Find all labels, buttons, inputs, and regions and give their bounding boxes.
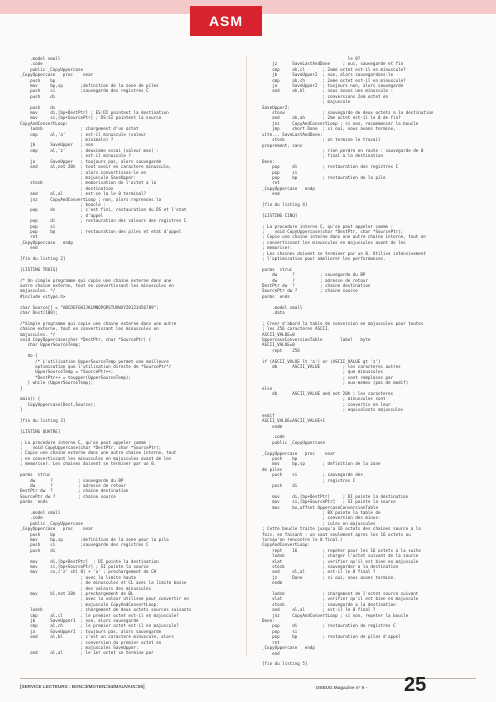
code-line: mov si,[bp+SourcePtr] ; SI pointe la source bbox=[20, 563, 149, 569]
code-line: stosw ; sauvegarde de deux octets a la destination bbox=[262, 110, 434, 116]
code-line: ret bbox=[262, 180, 280, 186]
code-line: vite... SaveLastAndDone: bbox=[262, 131, 323, 137]
code-line: CopyAndConvertLoop: bbox=[20, 120, 68, 126]
code-line: DestPtr dw ? ; chaine destination bbox=[20, 488, 129, 494]
page-number: 25 bbox=[404, 674, 427, 696]
code-line: proprement, sans bbox=[262, 142, 303, 148]
code-line: } while (UpperSourceTemp); bbox=[20, 380, 94, 386]
code-line: jb SaveUpper ; non bbox=[20, 142, 94, 148]
code-line: ; majuscule bbox=[262, 99, 351, 105]
code-line: pop si bbox=[262, 628, 298, 634]
code-line: ; conversion du premier octet en bbox=[20, 639, 162, 645]
code-line: /*Simple programme qui copie une chaine externe dans une autre bbox=[20, 320, 177, 326]
code-line: ; void CopyUppercase(char *DestPtr, char *SourcePtr); bbox=[262, 228, 404, 234]
code-line: cmp al,'z' ; deuxieme essai (valeur max) : bbox=[20, 147, 159, 153]
code-line: jb SaveUpper2 ; non, alors sauvegardons-le bbox=[262, 72, 394, 78]
code-line: autre chaine externe, tout en convertissant les minuscules en bbox=[20, 283, 174, 288]
code-line: ; alors convertissez-le en bbox=[20, 169, 147, 175]
code-line: and al,al ; est-il le 0 final ? bbox=[262, 569, 376, 575]
code-line: ; Cette boucle traite jusqu'a 16 octets des chaines source a la bbox=[262, 526, 421, 532]
code-line: cmp al,'a' ; est-il minuscule (valeur bbox=[20, 131, 147, 137]
code-line: pop bp ; restauration des piles et etat d'appel bbox=[20, 228, 182, 234]
code-line: [fin du listing 2] bbox=[20, 256, 66, 261]
code-line: pop bp ; restauration de piles d'appel bbox=[262, 634, 401, 640]
code-line: public _CopyUppercase bbox=[20, 520, 84, 526]
code-line: [fin du listing 5] bbox=[262, 661, 308, 667]
code-line: mov bp,sp ; definition de la zone bbox=[262, 461, 381, 467]
code-line: ; Creer d'abord la table de conversion en majuscules pour toutes bbox=[262, 320, 424, 326]
code-line: ; Copie une chaine externe dans une autre chaine interne, tout bbox=[20, 450, 177, 456]
code-line: lodsb ; charger l'octet suivant de la source bbox=[262, 553, 419, 559]
code-line: ; rien perdre en route : sauvegarde de 0 bbox=[262, 147, 424, 153]
code-line: cmp ah,cl ; 2eme octet est-il en minuscule? bbox=[262, 66, 406, 72]
code-line: cmp al,cl ; le premier octet est-il en majuscule? bbox=[20, 612, 179, 618]
code-line: mov bp,sp ;definition de la zone de piles bbox=[20, 83, 159, 89]
code-line: UpperSourceTemp = *SourcePtr++; bbox=[20, 369, 114, 375]
code-line: and al,not 20h ; tout avoir en caractere minuscule, bbox=[20, 164, 172, 170]
code-line: db ASCII_VALUE ; les caracteres autres bbox=[262, 364, 401, 370]
code-line: mov di,[bp+DestPtr] ; DI pointe la destination bbox=[262, 493, 409, 499]
code-line: ; destination bbox=[20, 185, 114, 191]
code-line: chaine externe, tout en convertissant les minuscules en bbox=[20, 326, 159, 332]
code-line: .model small bbox=[262, 304, 303, 310]
code-line: mov si,[bp+SourcePtr] ; DS:SI pointent la source bbox=[20, 115, 162, 121]
code-line: jz SaveLastAndDone ; oui, sauvegarde et fin bbox=[262, 61, 404, 67]
code-line: SourcePtr dw ? ; chaine source bbox=[20, 493, 116, 499]
code-line: [fin du listing 3] bbox=[20, 418, 66, 424]
code-line: _CopyUppercase endp bbox=[262, 645, 315, 651]
code-line: main() { bbox=[20, 396, 41, 402]
code-line: ASCII_VALUE=0 bbox=[262, 342, 295, 348]
code-line: ; BX pointe la table de bbox=[262, 509, 381, 515]
code-line: ; equivalents majuscules bbox=[262, 407, 404, 413]
code-line: ; boucle : bbox=[20, 201, 106, 207]
code-line: do { bbox=[20, 353, 38, 359]
code-line: pop di ; restauration des registres C bbox=[262, 164, 399, 170]
code-line: push ds bbox=[20, 104, 56, 110]
code-line: and ah,bl ; nous avons une minuscule : bbox=[262, 88, 394, 94]
code-line: ; convertis en leur bbox=[262, 401, 391, 407]
code-line: endm bbox=[262, 580, 283, 586]
code-line: ; que minuscules bbox=[262, 369, 384, 375]
code-line: ; final a la destination bbox=[262, 153, 384, 159]
code-line: ASCII_VALUE=ASCII_VALUE+1 bbox=[262, 418, 326, 424]
code-line: lodsb ; chargement de deux octets sources suivants bbox=[20, 607, 192, 613]
code-line: ; Copie une chaine interne dans une autre chaine interne, tout en bbox=[262, 234, 426, 240]
code-line: fois, en faisant : un saut seulement apres les 16 octets ou bbox=[262, 531, 411, 537]
code-line: cmp al,ch ; le premier octet est-il en majuscule? bbox=[20, 623, 179, 629]
code-line: ; des valeurs des minuscules bbox=[20, 585, 152, 591]
code-line: stosb ; memorisation de l'octet a la bbox=[20, 180, 157, 186]
code-line: pop si bbox=[262, 169, 298, 175]
listing-column-right bbox=[262, 56, 474, 667]
code-line: CopyUppercase(Dest,Source); bbox=[20, 401, 96, 407]
code-line: char Dest[100]; bbox=[20, 310, 58, 316]
code-line: [fin du listing 4] bbox=[262, 201, 308, 207]
code-line: } bbox=[20, 385, 23, 391]
code-line: rept 16 ; repeter pour les 16 octets a la suite bbox=[262, 547, 421, 553]
code-line: endif bbox=[262, 412, 275, 418]
code-line: .model small bbox=[20, 509, 61, 515]
code-line: ; minuscules sont bbox=[262, 396, 386, 402]
code-line: push si ;sauvegarde des registres C bbox=[20, 542, 149, 548]
code-line: jnz CopyAndConvertLoop ; non, alors reprenons la bbox=[20, 196, 162, 202]
code-line: majuscules. */ bbox=[20, 288, 56, 294]
code-line: push bp bbox=[20, 531, 56, 537]
code-line: ; avec la valeur utilisee pour convertir en bbox=[20, 596, 189, 602]
code-line: else bbox=[262, 385, 273, 391]
listing-column-left bbox=[20, 56, 232, 656]
code-line: char Source[] = "ABCDEFGHIJKLMNOPQRSTUVWXYZ0123456789"; bbox=[20, 304, 159, 310]
code-line: ; majuscule SaveUpper: bbox=[20, 174, 136, 180]
page-footer bbox=[0, 672, 496, 702]
code-line: _CopyUppercase proc near bbox=[262, 450, 336, 456]
code-line: _CopyUppercase proc near bbox=[20, 526, 94, 532]
code-line: ; les 256 caracteres ASCII. bbox=[262, 326, 331, 332]
code-line: SourcePtr dw ? ; chaine source bbox=[262, 288, 358, 294]
section-title: ASM bbox=[190, 6, 262, 36]
code-line: ; void CopyUppercase(char *DestPtr, char *SourcePtr); bbox=[20, 445, 162, 451]
code-line: push si ;sauvegarde des registres C bbox=[20, 88, 149, 94]
code-line: public _CopyUppercase bbox=[262, 439, 326, 445]
code-line: ASCII_VALUE=0 bbox=[262, 331, 295, 337]
code-line: ; sont remplaces par bbox=[262, 374, 394, 380]
code-line: jmp short Done ; si oui, nous avons termine, bbox=[262, 126, 396, 132]
code-line: DestPtr dw ? ; chaine destination bbox=[262, 283, 371, 288]
code-line: ; memoriser. Les chaines doivent se terminer par un 0. bbox=[20, 461, 157, 467]
code-line: ; minimale) ? bbox=[20, 137, 114, 143]
code-line: parms ends bbox=[20, 499, 48, 505]
code-line: ; La procedure interne C, qu'on peut appeler comme : bbox=[262, 223, 394, 229]
code-line: [LISTING QUATRE] bbox=[20, 428, 61, 434]
code-line: .code bbox=[262, 434, 285, 440]
code-line: ; majuscule CopyAndConvertLoop: bbox=[20, 601, 159, 607]
code-line: and al,al ; est-ce la le 0 terminal? bbox=[20, 191, 147, 197]
code-line: if (ASCII_VALUE lt 'a') or (ASCII_VALUE gt 'z') bbox=[262, 358, 381, 364]
code-line: *DestPtr++ = toupper(UpperSourceTemp); bbox=[20, 374, 131, 380]
code-line: /* Un simple programme qui copie une chaine externe dans une bbox=[20, 277, 172, 283]
code-line: [LISTING TROIS] bbox=[20, 266, 58, 272]
code-line: end bbox=[262, 650, 280, 656]
code-line: xlat ; verifier qu'il est bien en majuscule bbox=[262, 596, 419, 602]
code-line: jb SaveUpper1 ; non, alors sauvegarde bbox=[20, 618, 139, 624]
code-line: ja SaveUpper ; toujours pas, alors sauvegarde bbox=[20, 158, 162, 164]
code-line: _CopyUppercase endp bbox=[20, 239, 73, 245]
code-line: _CopyUppercase endp bbox=[262, 185, 315, 191]
code-line: /* L'utilisation UpperSourceTemp permet une meilleure bbox=[20, 358, 169, 364]
code-line: and al,al ; le 1er octet se termine par bbox=[20, 650, 154, 656]
code-line: jnz CopyAndConvertLoop ; si non, recommencer la boucle bbox=[262, 120, 419, 126]
code-line: dw ? ; sauvegarde du BP bbox=[20, 477, 124, 483]
code-line: ja SaveUpper1 ; toujours pas, alors sauvegarde bbox=[20, 628, 162, 634]
code-line: majuscules. */ bbox=[20, 331, 56, 337]
code-line: parms ends bbox=[262, 293, 290, 299]
code-line: ; conversions 2em octet en bbox=[262, 93, 389, 99]
code-line: UppercaseConversionTable label byte bbox=[262, 337, 371, 343]
code-line: pop si bbox=[20, 223, 56, 229]
code-line: ; majuscules SaveUpper: bbox=[20, 645, 139, 651]
code-line: pop di ; restauration de registres C bbox=[262, 623, 396, 629]
code-line: pop ds ; c'est fini, restauration du DS et l'etat bbox=[20, 207, 187, 213]
code-line: jnz CopyAndConvertLoop ; si non, repeter la boucle bbox=[262, 612, 409, 618]
code-line: end bbox=[262, 191, 280, 197]
code-line: ; conversion des minus- bbox=[262, 515, 381, 521]
code-line: xlat ; verifier qu'il est bien en majuscule bbox=[262, 558, 419, 564]
code-line: le 0? bbox=[262, 56, 361, 61]
code-line: dw ? ; sauvegarde du BP bbox=[262, 272, 366, 278]
code-line: end bbox=[20, 245, 38, 251]
code-line: push di bbox=[262, 482, 298, 488]
code-line: and al,al ; est-il le 0 final ? bbox=[262, 607, 376, 613]
code-line: push si ; sauvegarde des bbox=[262, 472, 363, 478]
code-line: and ah,ah ; 2me octet est-il le 0 de fin? bbox=[262, 115, 401, 121]
code-line: .code bbox=[20, 61, 43, 67]
code-line: .model small bbox=[20, 56, 61, 61]
code-line: .code bbox=[20, 515, 43, 521]
code-line: void CopyUppercase(char *DestPtr, char *SourcePtr) { bbox=[20, 337, 152, 343]
code-line: lodsb ; chargement de l'octet source suivant bbox=[262, 591, 419, 597]
code-line: mov si,[bp+SourcePtr] ; SI pointe la source bbox=[262, 499, 396, 505]
code-line: push di bbox=[20, 547, 56, 553]
code-line: stosb ; sauvegarde a la destination bbox=[262, 601, 396, 607]
code-line: rept 256 bbox=[262, 347, 300, 353]
code-line: mov di,[bp+DestPtr] ; ES:DI pointent la destination bbox=[20, 110, 169, 116]
code-line: mov bp,sp ;definition de la zone pour la pile bbox=[20, 536, 169, 542]
code-line: Done: bbox=[262, 618, 275, 624]
code-line: dw ? ; adresse de retour bbox=[262, 277, 368, 283]
code-line: push di bbox=[20, 93, 56, 99]
code-line: } bbox=[20, 407, 23, 413]
code-line: #include <stype.h> bbox=[20, 293, 66, 299]
code-line: ; en convertissant les minuscules en majuscules avant de les bbox=[20, 455, 172, 461]
magazine-issue: DEBUG Magazine n° 6 - bbox=[316, 685, 368, 690]
code-line: jz Done ; si oui, nous avons termine. bbox=[262, 574, 396, 580]
code-line: pop bp ; restauration de la pile bbox=[262, 174, 386, 180]
code-line: ja SaveUpper2 ; toujours non, alors sauvegarde bbox=[262, 83, 404, 89]
code-line: public _CopyUppercase bbox=[20, 66, 84, 72]
code-line: _CopyUppercase proc near bbox=[20, 72, 94, 78]
code-line: mov bx,offset UppercaseConversionTable bbox=[262, 504, 378, 510]
code-line: dw ? ; adresse de retour bbox=[20, 482, 126, 488]
code-line: ; cules en majuscules bbox=[262, 520, 376, 526]
code-line: ; convertissant les minuscules en majuscules avant de les bbox=[262, 239, 406, 245]
code-line: de piles bbox=[262, 466, 283, 472]
code-line: .data bbox=[262, 310, 285, 316]
code-line: char UpperSourceTemp; bbox=[20, 342, 81, 348]
code-line: ; d'appel bbox=[20, 212, 104, 218]
code-line: CopyAndConvertLoop: bbox=[262, 542, 310, 548]
code-line: ; est-il minuscule ? bbox=[20, 153, 131, 159]
code-line: ; de minuscules et CL avec la limite basse bbox=[20, 580, 187, 586]
code-line: lorsqu'on rencontre le 0 final.) bbox=[262, 537, 343, 542]
code-line: Done: bbox=[262, 158, 275, 164]
code-line: push bp bbox=[262, 455, 298, 461]
code-line: ret bbox=[262, 639, 280, 645]
code-line: [LISTING CINQ] bbox=[262, 212, 298, 218]
code-line: ; Les chaines doivent se terminer par un 0. Utilise intensivement bbox=[262, 250, 426, 256]
code-line: stosb ; on termine le travail bbox=[262, 137, 381, 143]
code-line: and al,bl ; c'est un caractere minuscule, alors bbox=[20, 634, 174, 640]
code-line: optimisation que l'utilisation directe de *SourcePtr*/ bbox=[20, 364, 172, 370]
code-line: SaveUpper2: bbox=[262, 104, 290, 110]
code-line: db ASCII_VALUE and not 20h ; les caracteres bbox=[262, 391, 394, 397]
code-line: parms struc bbox=[20, 472, 51, 478]
code-line: ; memoriser. bbox=[262, 245, 293, 251]
code-line: ; l'optimisation pour ameliorer les performances. bbox=[262, 255, 386, 261]
reader-service-note: [SERVICE LECTEURS : BON=3/MOYEN=54/MAUVAIS=55] bbox=[20, 684, 145, 689]
code-line: mov cx,('z' shl 8) + 'a' ; prechargement de CH bbox=[20, 569, 157, 575]
code-line: ret bbox=[20, 234, 38, 240]
code-line: stosb ; sauvegarder a la destination bbox=[262, 564, 399, 570]
code-line: cmp ah,ch ; 2eme octet est-il en minuscule? bbox=[262, 77, 406, 83]
code-line: ; avec la limite haute bbox=[20, 574, 136, 580]
code-line: mov bl,not 20h ; prechargement de BL bbox=[20, 591, 134, 596]
code-line: ; registres C bbox=[262, 477, 356, 483]
code-line: pop di ; restauration des valeurs des registres C bbox=[20, 218, 187, 224]
code-line: ; eux-memes (pas de modif) bbox=[262, 380, 409, 386]
code-line: endm bbox=[262, 423, 283, 429]
code-line: mov di,[bp+DestPtr] ; DI pointe la destination bbox=[20, 558, 159, 564]
code-line: push bp bbox=[20, 77, 56, 83]
code-line: ; La procedure interne C, qu'on peut appeler comme : bbox=[20, 439, 152, 445]
column-divider bbox=[246, 56, 247, 656]
code-line: parms struc bbox=[262, 266, 293, 272]
code-line: lodsb ; chargement d'un octet bbox=[20, 126, 139, 132]
